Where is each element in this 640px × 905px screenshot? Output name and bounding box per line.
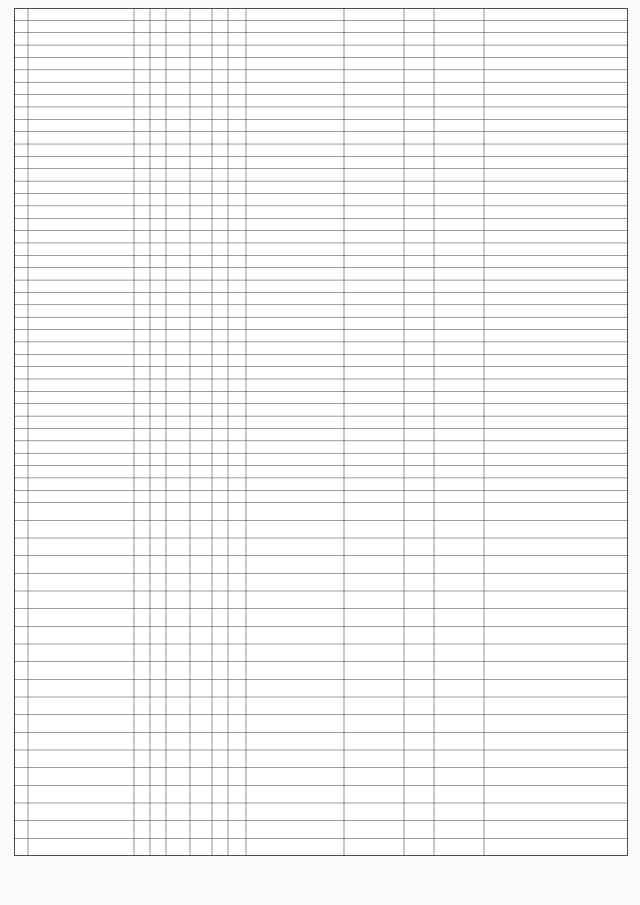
register-table <box>14 8 628 856</box>
table-border <box>15 9 628 856</box>
